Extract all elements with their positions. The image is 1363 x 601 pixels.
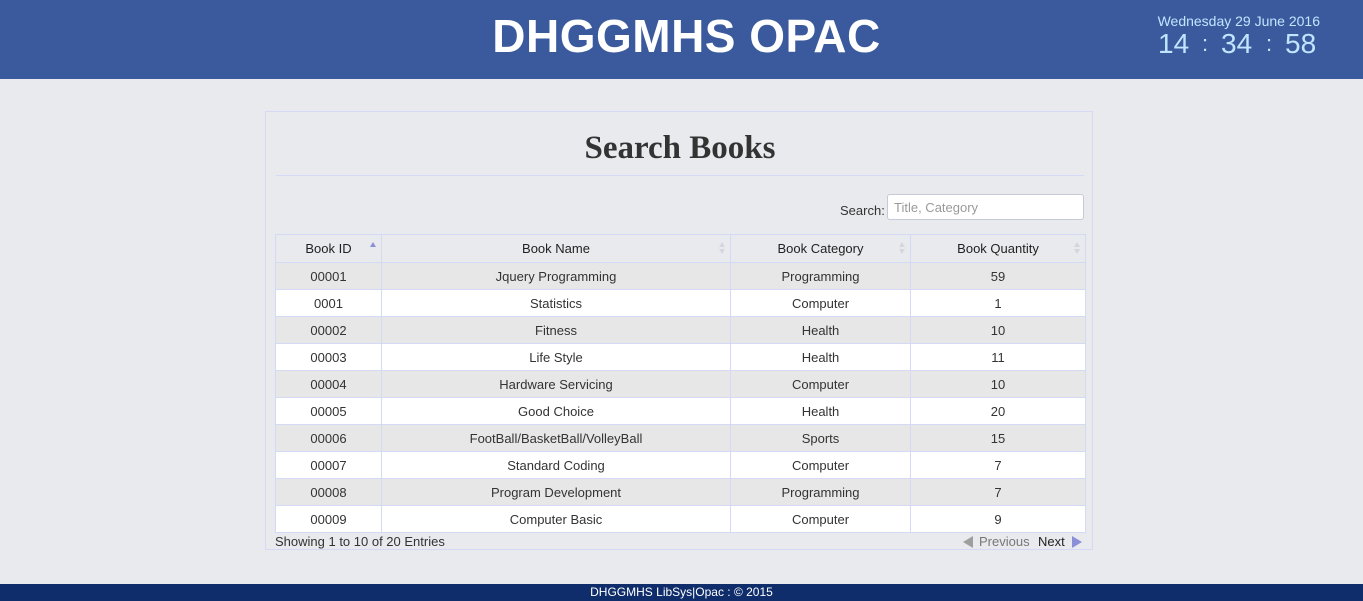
- cell-book-id: 00001: [276, 263, 382, 290]
- clock-separator: :: [1202, 31, 1209, 56]
- cell-book-quantity: 1: [911, 290, 1086, 317]
- column-header-book-name[interactable]: [382, 235, 731, 263]
- triangle-right-icon: [1072, 536, 1082, 548]
- footer-bar: DHGGMHS LibSys|Opac : © 2015: [0, 584, 1363, 601]
- cell-book-id: 00009: [276, 506, 382, 533]
- cell-book-quantity: 11: [911, 344, 1086, 371]
- clock-time: [1155, 28, 1321, 60]
- cell-book-category: Sports: [731, 425, 911, 452]
- cell-book-name: FootBall/BasketBall/VolleyBall: [382, 425, 731, 452]
- cell-book-category: Computer: [731, 371, 911, 398]
- triangle-left-icon: [963, 536, 973, 548]
- sort-arrows-icon: [719, 242, 726, 255]
- search-input[interactable]: [887, 194, 1084, 220]
- cell-book-quantity: 9: [911, 506, 1086, 533]
- entries-info: Showing 1 to 10 of 20 Entries: [275, 534, 445, 549]
- clock-seconds: 58: [1285, 28, 1317, 59]
- clock-separator: :: [1266, 31, 1273, 56]
- app-title: DHGGMHS OPAC: [492, 10, 881, 62]
- table-row[interactable]: [276, 290, 1086, 317]
- column-header-book-quantity[interactable]: [911, 235, 1086, 263]
- search-label: Search:: [840, 203, 885, 218]
- cell-book-category: Computer: [731, 290, 911, 317]
- cell-book-name: Fitness: [382, 317, 731, 344]
- table-row[interactable]: [276, 317, 1086, 344]
- sort-arrows-icon: [899, 242, 906, 255]
- table-row[interactable]: [276, 371, 1086, 398]
- column-header-label: Book Name: [522, 241, 590, 256]
- cell-book-category: Health: [731, 398, 911, 425]
- cell-book-category: Health: [731, 344, 911, 371]
- cell-book-quantity: 20: [911, 398, 1086, 425]
- cell-book-id: 00002: [276, 317, 382, 344]
- column-header-label: Book Category: [777, 241, 864, 256]
- cell-book-category: Health: [731, 317, 911, 344]
- next-page-button[interactable]: [1038, 534, 1082, 549]
- cell-book-name: Statistics: [382, 290, 731, 317]
- clock-minutes: 34: [1221, 28, 1253, 59]
- cell-book-name: Standard Coding: [382, 452, 731, 479]
- cell-book-quantity: 15: [911, 425, 1086, 452]
- cell-book-name: Computer Basic: [382, 506, 731, 533]
- sort-arrows-icon: [1074, 242, 1081, 255]
- next-label: Next: [1038, 534, 1065, 549]
- cell-book-name: Good Choice: [382, 398, 731, 425]
- cell-book-quantity: 10: [911, 317, 1086, 344]
- column-header-book-category[interactable]: [731, 235, 911, 263]
- table-row[interactable]: [276, 263, 1086, 290]
- panel-title: Search Books: [584, 130, 776, 166]
- cell-book-quantity: 59: [911, 263, 1086, 290]
- cell-book-category: Programming: [731, 479, 911, 506]
- cell-book-id: 00005: [276, 398, 382, 425]
- cell-book-name: Program Development: [382, 479, 731, 506]
- table-header-row: [276, 235, 1086, 263]
- cell-book-id: 00003: [276, 344, 382, 371]
- cell-book-quantity: 7: [911, 479, 1086, 506]
- cell-book-id: 00006: [276, 425, 382, 452]
- table-row[interactable]: [276, 425, 1086, 452]
- table-row[interactable]: [276, 479, 1086, 506]
- books-table: [275, 234, 1086, 533]
- clock-date: Wednesday 29 June 2016: [1157, 13, 1320, 29]
- column-header-label: Book Quantity: [957, 241, 1039, 256]
- cell-book-quantity: 10: [911, 371, 1086, 398]
- clock-hours: 14: [1158, 28, 1190, 59]
- table-row[interactable]: [276, 344, 1086, 371]
- table-row[interactable]: [276, 398, 1086, 425]
- previous-page-button[interactable]: [963, 534, 1030, 549]
- search-books-panel: [265, 111, 1093, 550]
- sort-ascending-icon: [370, 242, 377, 255]
- cell-book-quantity: 7: [911, 452, 1086, 479]
- cell-book-category: Computer: [731, 452, 911, 479]
- cell-book-name: Jquery Programming: [382, 263, 731, 290]
- cell-book-category: Programming: [731, 263, 911, 290]
- previous-label: Previous: [979, 534, 1030, 549]
- column-header-label: Book ID: [305, 241, 352, 256]
- cell-book-id: 0001: [276, 290, 382, 317]
- title-divider: [276, 175, 1084, 176]
- column-header-book-id[interactable]: [276, 235, 382, 263]
- table-row[interactable]: [276, 506, 1086, 533]
- cell-book-category: Computer: [731, 506, 911, 533]
- cell-book-name: Life Style: [382, 344, 731, 371]
- table-row[interactable]: [276, 452, 1086, 479]
- cell-book-id: 00004: [276, 371, 382, 398]
- cell-book-id: 00008: [276, 479, 382, 506]
- header-bar: [0, 0, 1363, 79]
- cell-book-name: Hardware Servicing: [382, 371, 731, 398]
- cell-book-id: 00007: [276, 452, 382, 479]
